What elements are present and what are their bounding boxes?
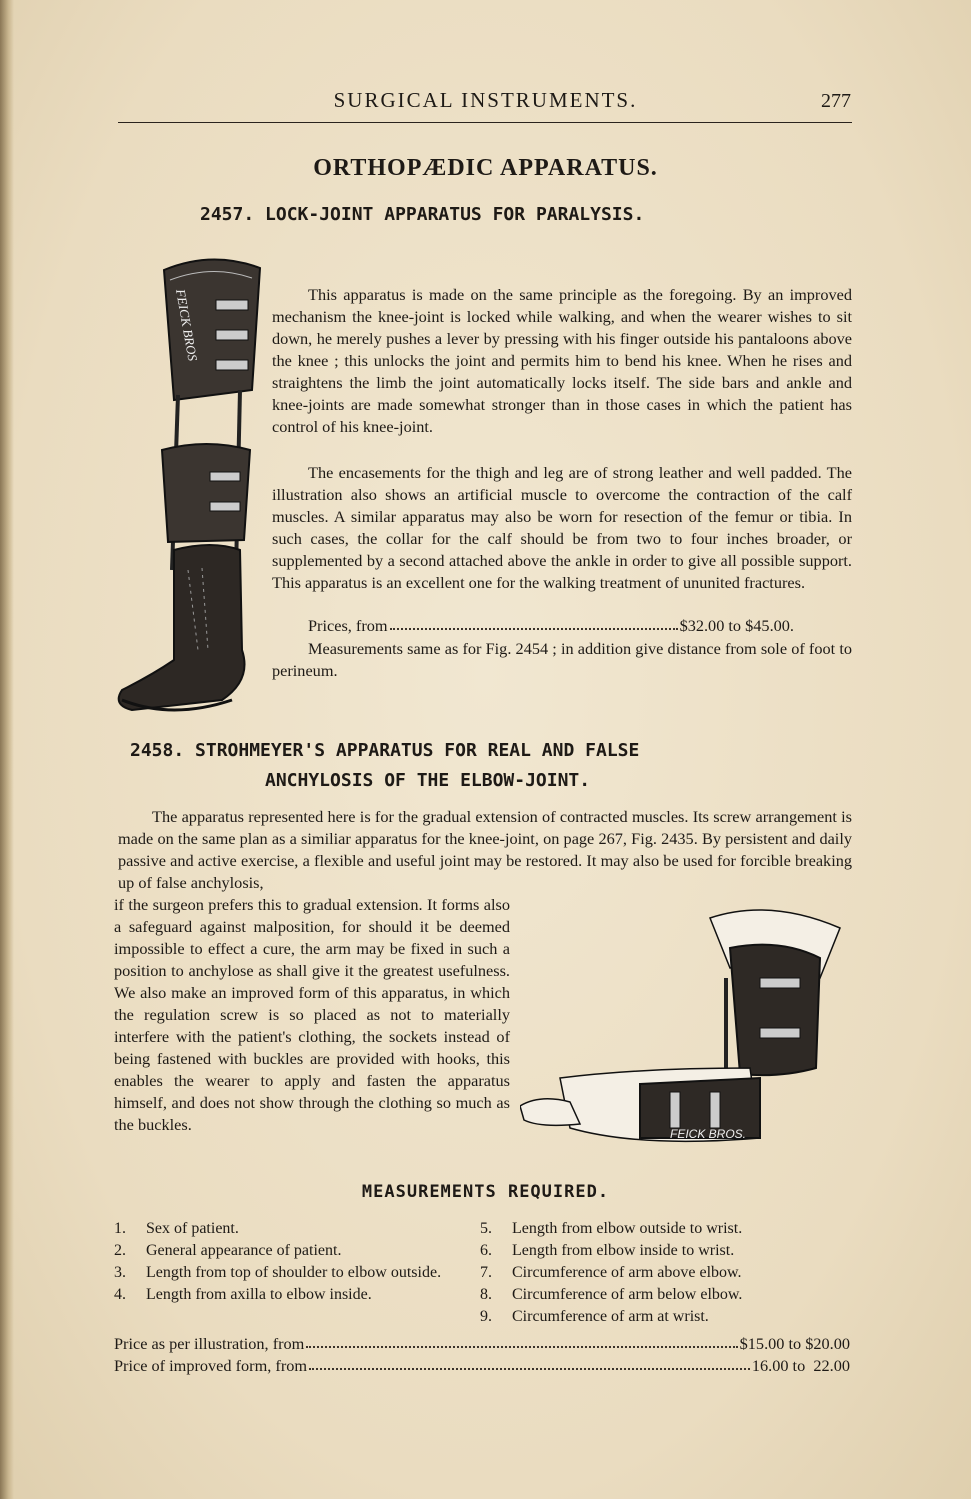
running-title: SURGICAL INSTRUMENTS. — [333, 88, 638, 112]
price-line-illustration: Price as per illustration, from $15.00 to $20.00 — [114, 1334, 850, 1353]
section-2457-paragraph-2: The encasements for the thigh and leg are of strong leather and well padded. The illustration also shows an artificial muscle to overcome the contraction of the calf muscles. A similar apparatus may also be worn for resection of the femur or tibia. In such cases, the collar for the calf should be from two to four inches broader, or supplemented by a second attached above the ankle in order to give all possible support. This apparatus is an excellent one for the walking treatment of ununited fractures. — [272, 463, 852, 592]
section-2457-price-line — [308, 616, 794, 636]
list-item: 7. Circumference of arm above elbow. — [480, 1264, 742, 1281]
list-item: 8. Circumference of arm below elbow. — [480, 1286, 743, 1303]
section-2458-paragraph-1: The apparatus represented here is for the gradual extension of contracted muscles. Its screw arrangement is made on the same plan as a similiar apparatus for the knee-joint, on page 267, Fig. 2435. By persistent and daily passive and active exercise, a flexible and useful joint may be restored. It may also be used for forcible breaking up of false anchylosis, — [118, 807, 852, 892]
page-number: 277 — [821, 90, 851, 112]
section-2458-heading — [130, 736, 850, 796]
list-item: 4. Length from axilla to elbow inside. — [114, 1286, 372, 1303]
section-2457-measurements: Measurements same as for Fig. 2454 ; in addition give distance from sole of foot to perineum. — [272, 639, 852, 680]
price-label: Prices, from — [308, 616, 388, 635]
header-rule — [118, 122, 852, 123]
measurements-list-right — [480, 1218, 860, 1328]
section-2458-heading-line-1: 2458. STROHMEYER'S APPARATUS FOR REAL AND FALSE — [130, 740, 640, 761]
section-2458-heading-line-2: ANCHYLOSIS OF THE ELBOW-JOINT. — [265, 770, 591, 791]
section-2458-paragraph-2: if the surgeon prefers this to gradual extension. It forms also a safeguard against malposition, for should it be deemed impossible to effect a cure, the arm may be fixed in such a position to anchylose as shall give it the greatest usefulness. We also make an improved form of this apparatus, in which the regulation screw is so placed as not to materially interfere with the patient's clothing, the sockets instead of being fastened with buckles are provided with hooks, this enables the wearer to apply and fasten the apparatus himself, and does not show through the clothing so much as the buckles. — [114, 895, 510, 1134]
section-2457-heading: 2457. LOCK-JOINT APPARATUS FOR PARALYSIS. — [200, 204, 645, 225]
elbow-brace-illustration — [520, 888, 850, 1158]
list-item: 3. Length from top of shoulder to elbow outside. — [114, 1264, 442, 1281]
leader-dots — [309, 1356, 750, 1370]
page-binding-shadow — [0, 0, 14, 1499]
page-title: ORTHOPÆDIC APPARATUS. — [313, 155, 658, 181]
price-value: $32.00 to $45.00. — [679, 616, 794, 635]
list-item: 9. Circumference of arm at wrist. — [480, 1308, 709, 1325]
arm-figure-label: FEICK BROS. — [670, 1127, 747, 1141]
measurements-list-left — [114, 1218, 464, 1306]
leader-dots — [390, 616, 678, 630]
leg-figure-label: FEICK BROS — [173, 287, 201, 362]
leg-brace-illustration — [112, 250, 262, 720]
list-item: 2. General appearance of patient. — [114, 1242, 342, 1259]
leader-dots — [306, 1334, 737, 1348]
list-item: 1. Sex of patient. — [114, 1220, 239, 1237]
list-item: 6. Length from elbow inside to wrist. — [480, 1242, 735, 1259]
price-line-improved: Price of improved form, from 16.00 to 22.00 — [114, 1356, 850, 1375]
section-2457-paragraph-1: This apparatus is made on the same principle as the foregoing. By an improved mechanism the knee-joint is locked while walking, and when the wearer wishes to sit down, he merely pushes a lever by pressing with his finger outside his pantaloons above the knee ; this unlocks the joint and permits him to bend his knee. When he rises and straightens the limb the joint automatically locks itself. The side bars and ankle and knee-joints are made somewhat stronger than in those cases in which the patient has control of his knee-joint. — [272, 285, 852, 436]
measurements-required-heading: MEASUREMENTS REQUIRED. — [361, 1182, 610, 1202]
list-item: 5. Length from elbow outside to wrist. — [480, 1220, 743, 1237]
